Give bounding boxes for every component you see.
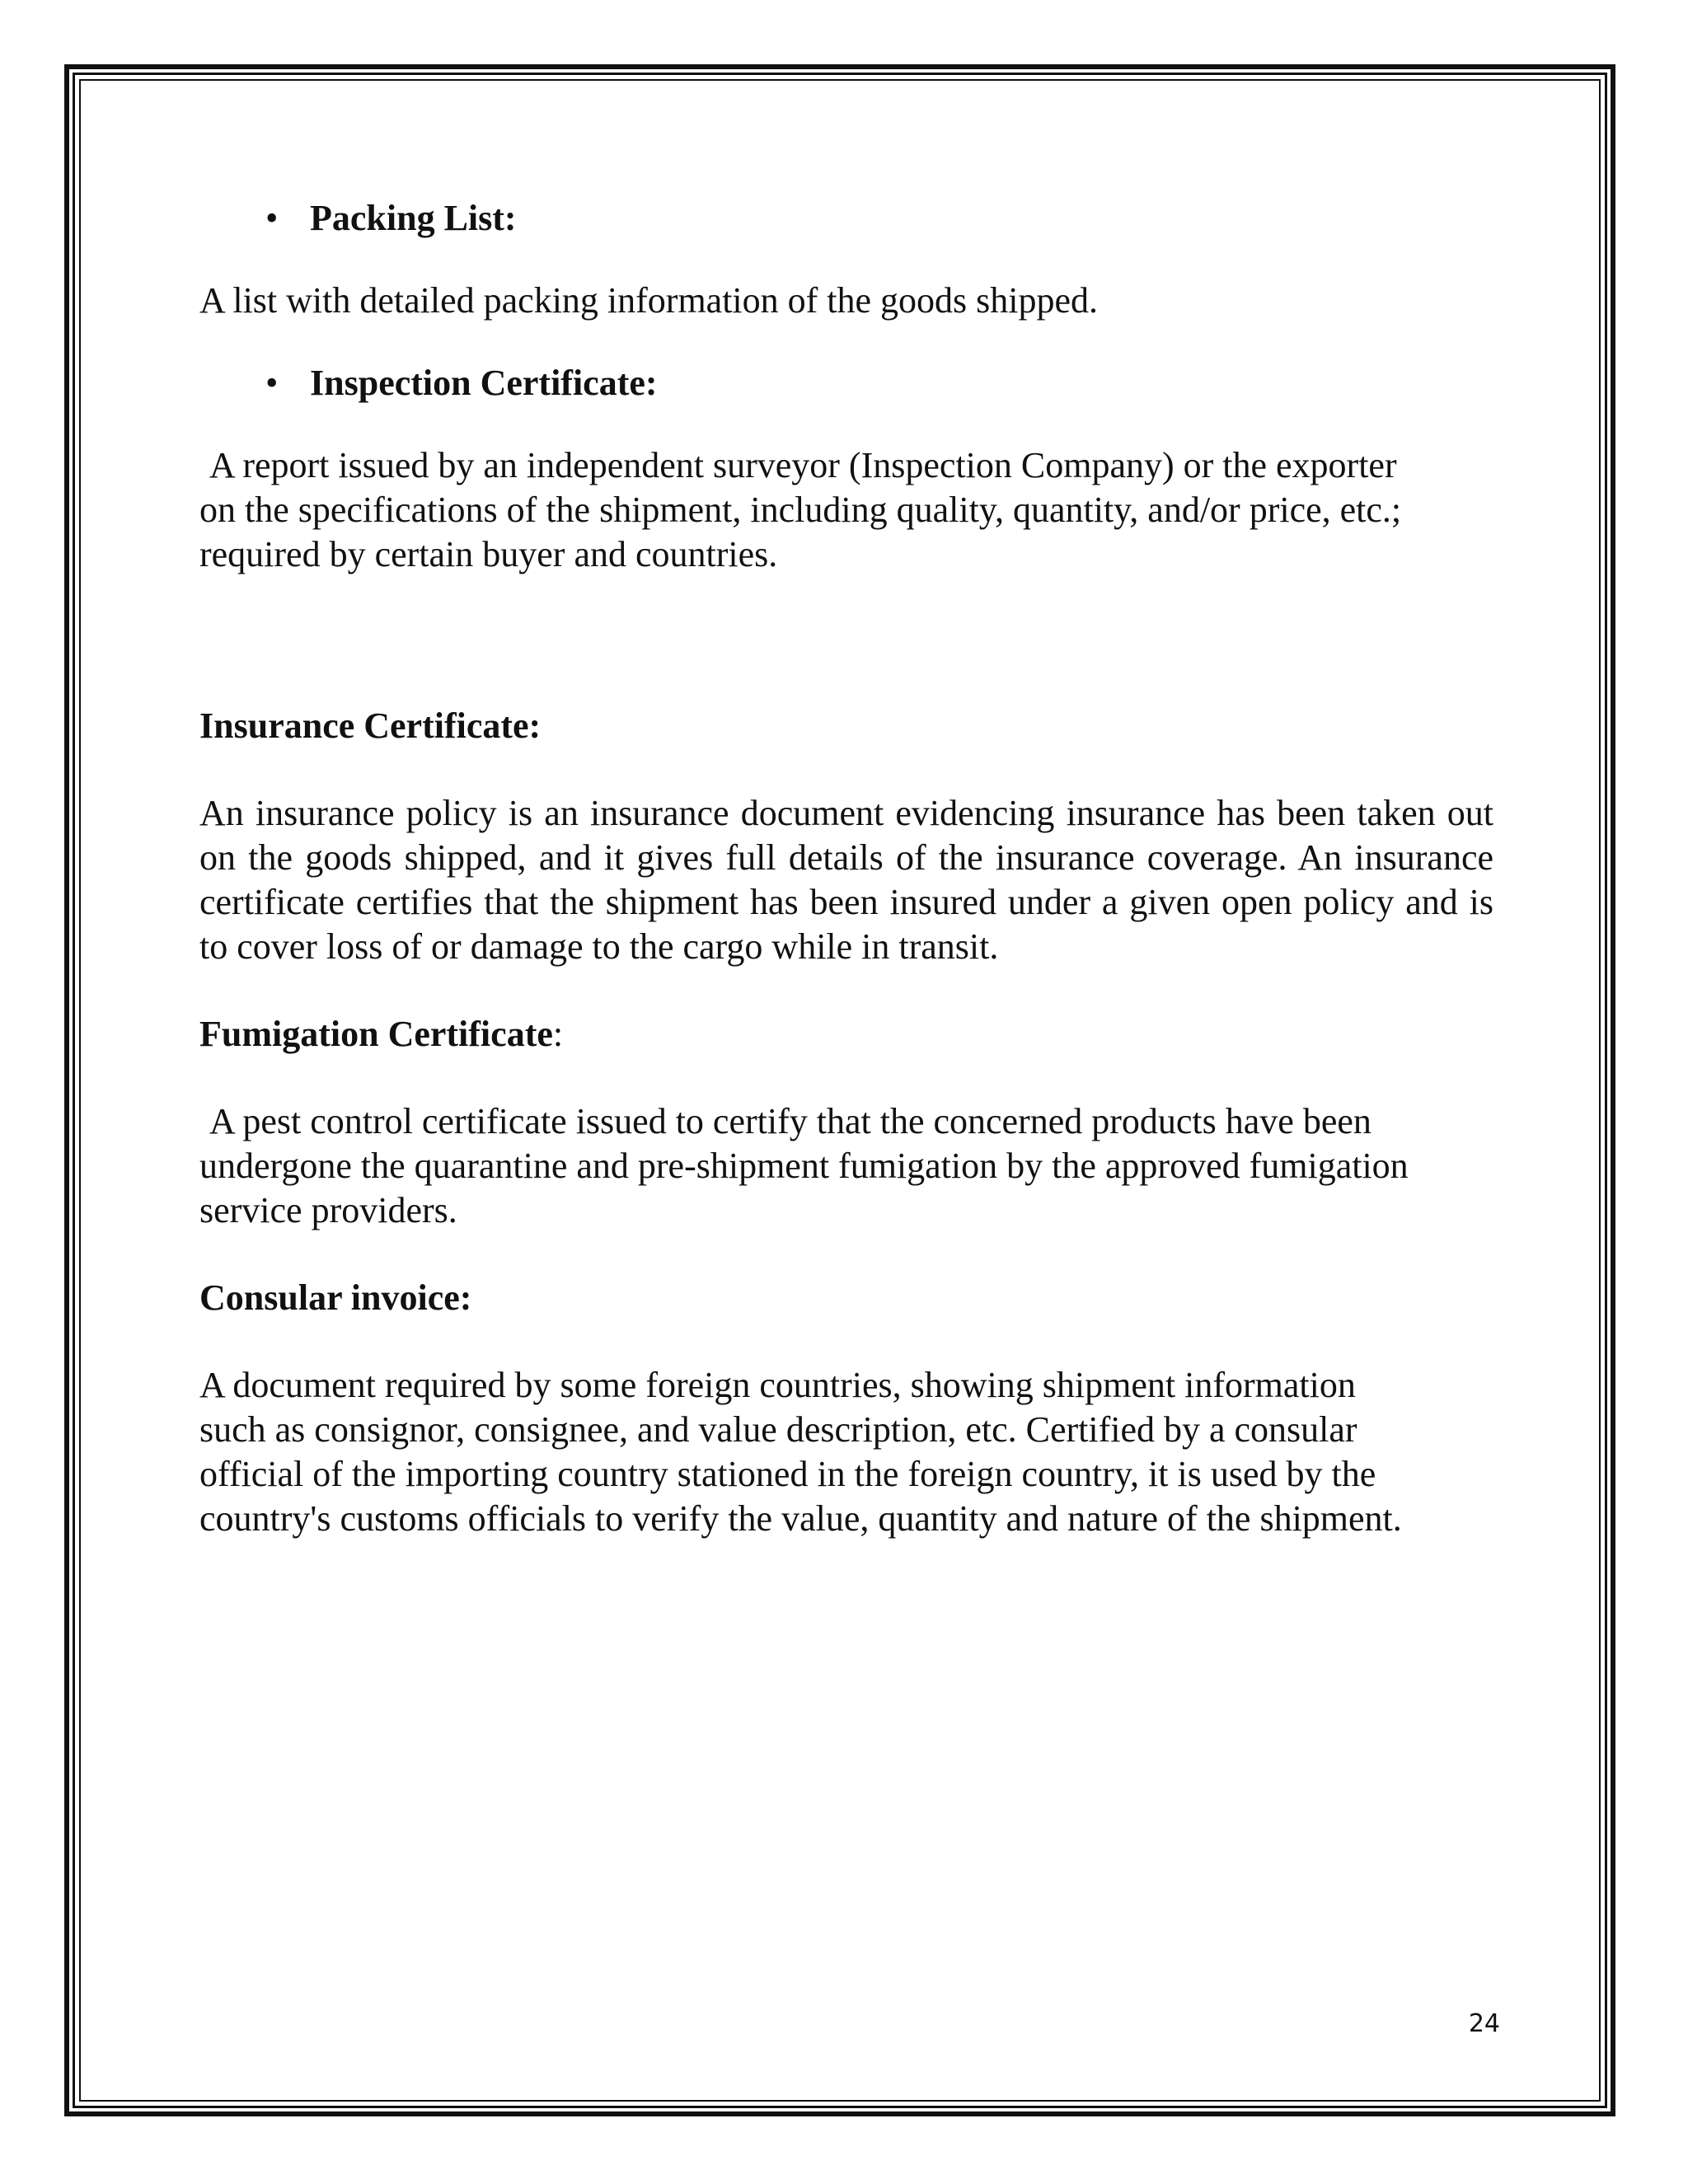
bullet-icon: • [265,363,279,403]
packing-list-heading-text: Packing List: [310,198,517,238]
packing-list-heading [199,196,1493,241]
fumigation-certificate-heading-colon: : [552,1014,564,1054]
fumigation-certificate-line: A pest control certificate issued to certify that the concerned products have been [209,1101,1372,1141]
bullet-icon: • [265,198,279,238]
inspection-certificate-heading [199,361,1493,405]
inspection-certificate-line: required by certain buyer and countries. [199,534,778,574]
consular-invoice-line: official of the importing country stationed in the foreign country, it is used by the [199,1454,1376,1494]
fumigation-certificate-heading [199,1012,1493,1057]
fumigation-certificate-line: service providers. [199,1190,457,1230]
consular-invoice-heading: Consular invoice: [199,1277,472,1318]
inspection-certificate-section [199,361,1493,577]
inspection-certificate-line: A report issued by an independent surveyor (Inspection Company) or the exporter [209,445,1397,485]
consular-invoice-line: A document required by some foreign countries, showing shipment information [199,1365,1356,1405]
document-content [199,196,1493,1541]
page-number: 24 [1468,2009,1500,2038]
consular-invoice-line: such as consignor, consignee, and value description, etc. Certified by a consular [199,1409,1357,1450]
fumigation-certificate-section [199,1012,1493,1233]
fumigation-certificate-body [199,1099,1493,1233]
consular-invoice-section [199,1276,1493,1541]
insurance-certificate-heading: Insurance Certificate: [199,705,542,746]
packing-list-section [199,196,1493,323]
insurance-certificate-body: An insurance policy is an insurance document evidencing insurance has been taken out on the goods shipped, and it gives full details of the insurance coverage. An insurance certificate certifies that the shipment has been insured under a given open policy and is to cover loss of or damage to the cargo while in transit. [199,793,1493,967]
inspection-certificate-body [199,443,1493,577]
insurance-certificate-section [199,704,1493,969]
consular-invoice-line: country's customs officials to verify the value, quantity and nature of the shipment. [199,1498,1402,1539]
inspection-certificate-heading-text: Inspection Certificate: [310,363,658,403]
consular-invoice-body [199,1363,1493,1541]
packing-list-body: A list with detailed packing information of the goods shipped. [199,280,1099,321]
inspection-certificate-line: on the specifications of the shipment, including quality, quantity, and/or price, etc.; [199,490,1402,530]
fumigation-certificate-line: undergone the quarantine and pre-shipment fumigation by the approved fumigation [199,1146,1409,1186]
fumigation-certificate-heading-text: Fumigation Certificate [199,1014,553,1054]
